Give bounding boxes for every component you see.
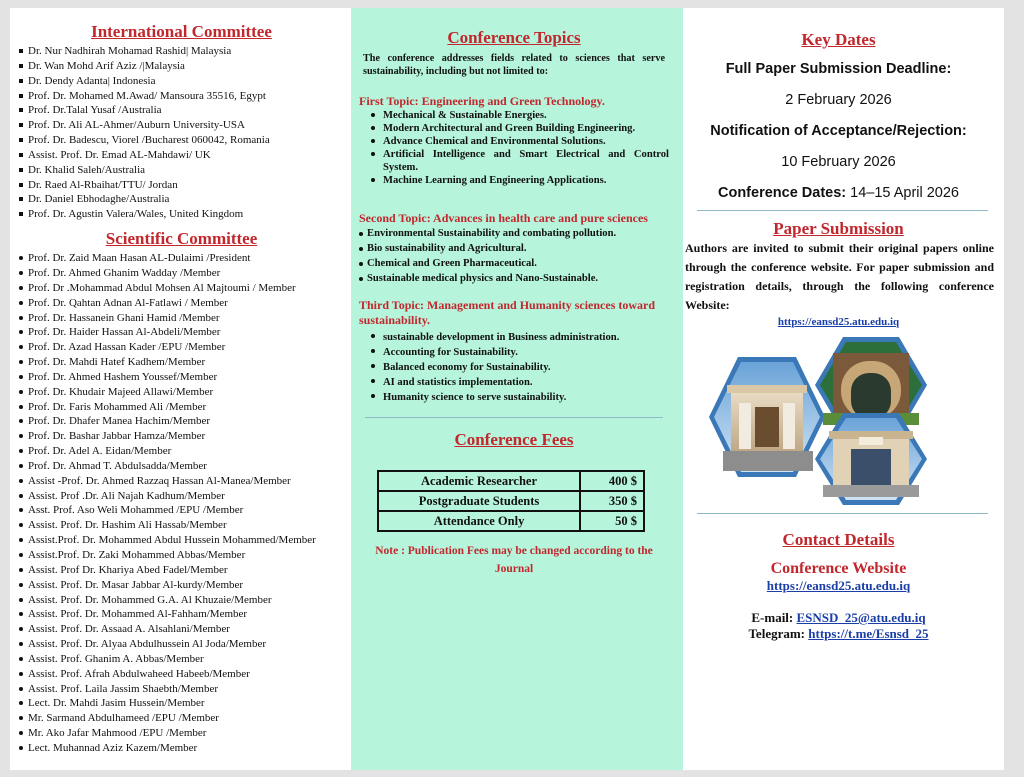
list-item: Bio sustainability and Agricultural. [359,241,669,256]
list-item: Artificial Intelligence and Smart Electrical and Control System. [359,148,669,174]
fees-table [377,470,645,532]
table-row [378,491,644,511]
list-item: Accounting for Sustainability. [359,345,669,360]
topic-2-list [359,226,669,286]
list-item: Mechanical & Sustainable Energies. [359,109,669,122]
building-photo-3 [815,413,927,505]
committee-member: Assist. Prof .Dr. Ali Najah Kadhum/Member [18,489,345,504]
committee-member: Prof. Dr.Talal Yusaf /Australia [18,103,345,118]
topic-2-label: Second Topic: [359,211,431,225]
committee-member: Prof. Dr. Qahtan Adnan Al-Fatlawi / Member [18,296,345,311]
topic-3-heading [359,298,669,328]
committee-member: Prof. Dr. Agustin Valera/Wales, United Kingdom [18,207,345,222]
info-column [683,8,1004,770]
email-row [683,610,994,626]
conference-website-label: Conference Website [770,560,907,577]
list-item: Environmental Sustainability and combating pollution. [359,226,669,241]
topic-1-heading [359,94,669,109]
list-item: AI and statistics implementation. [359,375,669,390]
committee-member: Dr. Raed Al-Rbaihat/TTU/ Jordan [18,178,345,193]
list-item: Balanced economy for Sustainability. [359,360,669,375]
contact-details-title: Contact Details [782,530,895,549]
committee-member: Prof. Dr. Bashar Jabbar Hamza/Member [18,429,345,444]
committee-member: Dr. Nur Nadhirah Mohamad Rashid| Malaysia [18,44,345,59]
topic-1-title: Engineering and Green Technology. [418,94,605,108]
committee-member: Assist. Prof. Afrah Abdulwaheed Habeeb/Member [18,667,345,682]
fee-amount: 350 $ [580,491,644,511]
telegram-row [683,626,994,642]
committee-member: Prof. Dr. Ahmed Ghanim Wadday /Member [18,266,345,281]
committee-member: Prof. Dr. Zaid Maan Hasan AL-Dulaimi /President [18,251,345,266]
committee-member: Assist. Prof. Dr. Mohammed Al-Fahham/Member [18,607,345,622]
telegram-link[interactable]: https://t.me/Esnsd_25 [808,626,929,641]
committee-member: Assist. Prof Dr. Khariya Abed Fadel/Member [18,563,345,578]
committee-member: Prof. Dr. Dhafer Manea Hachim/Member [18,414,345,429]
divider [365,417,663,418]
committee-member: Prof. Dr. Mahdi Hatef Kadhem/Member [18,355,345,370]
committee-member: Prof. Dr .Mohammad Abdul Mohsen Al Majtoumi / Member [18,281,345,296]
committee-member: Assist. Prof. Laila Jassim Shaebth/Member [18,682,345,697]
committee-member: Dr. Daniel Ebhodaghe/Australia [18,192,345,207]
conference-dates [683,184,994,202]
email-label: E-mail: [751,610,797,625]
fee-amount: 50 $ [580,511,644,531]
committee-member: Prof. Dr. Khudair Majeed Allawi/Member [18,385,345,400]
notification-value: 10 February 2026 [781,154,896,170]
committee-member: Prof. Dr. Ali AL-Ahmer/Auburn University-USA [18,118,345,133]
committee-member: Prof. Dr. Ahmed Hashem Youssef/Member [18,370,345,385]
conference-topics-title: Conference Topics [447,28,581,47]
fee-amount: 400 $ [580,471,644,491]
committee-member: Prof. Dr. Adel A. Eidan/Member [18,444,345,459]
list-item: Chemical and Green Pharmaceutical. [359,256,669,271]
committee-member: Mr. Ako Jafar Mahmood /EPU /Member [18,726,345,741]
campus-hexagon-photos [683,333,1004,505]
committees-column [10,8,351,770]
committee-member: Prof. Dr. Ahmad T. Abdulsadda/Member [18,459,345,474]
fee-category: Postgraduate Students [378,491,580,511]
notification-label: Notification of Acceptance/Rejection: [710,123,967,139]
topic-3-list [359,330,669,405]
conference-dates-label: Conference Dates: [718,185,847,201]
paper-submission-text: Authors are invited to submit their original papers online through the conference website. For paper submission and registration details, through the following conference Website: [685,241,994,312]
topics-intro: The conference addresses fields related to sciences that serve sustainability, including but not limited to: [363,53,665,77]
fee-category: Academic Researcher [378,471,580,491]
email-link[interactable]: ESNSD_25@atu.edu.iq [796,610,926,625]
table-row [378,511,644,531]
topic-1-list [359,109,669,187]
committee-member: Lect. Muhannad Aziz Kazem/Member [18,741,345,756]
topic-3-title: Management and Humanity sciences toward sustainability. [359,298,656,327]
list-item: Advance Chemical and Environmental Solutions. [359,135,669,148]
international-committee-list [18,44,345,222]
key-dates-title: Key Dates [801,30,876,49]
committee-member: Dr. Wan Mohd Arif Aziz /|Malaysia [18,59,345,74]
committee-member: Assist. Prof. Dr. Hashim Ali Hassab/Member [18,518,345,533]
committee-member: Assist.Prof. Dr. Mohammed Abdul Hussein Mohammed/Member [18,533,345,548]
building-photo-1 [709,357,825,477]
divider [697,210,988,211]
committee-member: Asst. Prof. Aso Weli Mohammed /EPU /Member [18,503,345,518]
committee-member: Prof. Dr. Haider Hassan Al-Abdeli/Member [18,325,345,340]
committee-member: Assist. Prof. Dr. Alyaa Abdulhussein Al Joda/Member [18,637,345,652]
scientific-committee-title: Scientific Committee [105,229,258,249]
submission-website-link[interactable]: https://eansd25.atu.edu.iq [777,316,900,328]
committee-member: Assist. Prof. Dr. Assaad A. Alsahlani/Member [18,622,345,637]
committee-member: Prof. Dr. Mohamed M.Awad/ Mansoura 35516, Egypt [18,89,345,104]
scientific-committee-list [18,251,345,756]
list-item: Modern Architectural and Green Building Engineering. [359,122,669,135]
conference-website-row [683,578,994,594]
table-row [378,471,644,491]
conference-website-link[interactable]: https://eansd25.atu.edu.iq [766,578,911,593]
topic-3-label: Third Topic: [359,298,425,312]
fee-category: Attendance Only [378,511,580,531]
topic-1-label: First Topic: [359,94,419,108]
conference-fees-title: Conference Fees [454,430,574,449]
committee-member: Assist. Prof. Dr. Mohammed G.A. Al Khuzaie/Member [18,593,345,608]
committee-member: Prof. Dr. Faris Mohammed Ali /Member [18,400,345,415]
campus-photos [683,333,994,505]
list-item: Humanity science to serve sustainability. [359,390,669,405]
committee-member: Dr. Dendy Adanta| Indonesia [18,74,345,89]
deadline-value: 2 February 2026 [785,92,892,108]
telegram-label: Telegram: [748,626,809,641]
list-item: Machine Learning and Engineering Applications. [359,174,669,187]
submission-link-row [683,315,994,329]
brochure-page [10,8,1004,770]
deadline-label: Full Paper Submission Deadline: [725,61,952,77]
fees-note: Note : Publication Fees may be changed according to the Journal [375,545,653,575]
committee-member: Lect. Dr. Mahdi Jasim Hussein/Member [18,696,345,711]
committee-member: Prof. Dr. Hassanein Ghani Hamid /Member [18,311,345,326]
paper-submission-title: Paper Submission [773,219,904,238]
committee-member: Prof. Dr. Azad Hassan Kader /EPU /Member [18,340,345,355]
committee-member: Assist. Prof. Dr. Masar Jabbar Al-kurdy/Member [18,578,345,593]
conference-dates-value: 14–15 April 2026 [846,185,959,201]
topic-2-title: Advances in health care and pure sciences [430,211,648,225]
committee-member: Mr. Sarmand Abdulhameed /EPU /Member [18,711,345,726]
divider [697,513,988,514]
committee-member: Assist. Prof. Dr. Emad AL-Mahdawi/ UK [18,148,345,163]
committee-member: Assist. Prof. Ghanim A. Abbas/Member [18,652,345,667]
committee-member: Assist.Prof. Dr. Zaki Mohammed Abbas/Member [18,548,345,563]
committee-member: Prof. Dr. Badescu, Viorel /Bucharest 060042, Romania [18,133,345,148]
international-committee-title: International Committee [91,22,272,41]
committee-member: Assist -Prof. Dr. Ahmed Razzaq Hassan Al-Manea/Member [18,474,345,489]
topic-2-heading [359,211,669,226]
topics-column [351,8,683,770]
committee-member: Dr. Khalid Saleh/Australia [18,163,345,178]
list-item: Sustainable medical physics and Nano-Sustainable. [359,271,669,286]
list-item: sustainable development in Business administration. [359,330,669,345]
